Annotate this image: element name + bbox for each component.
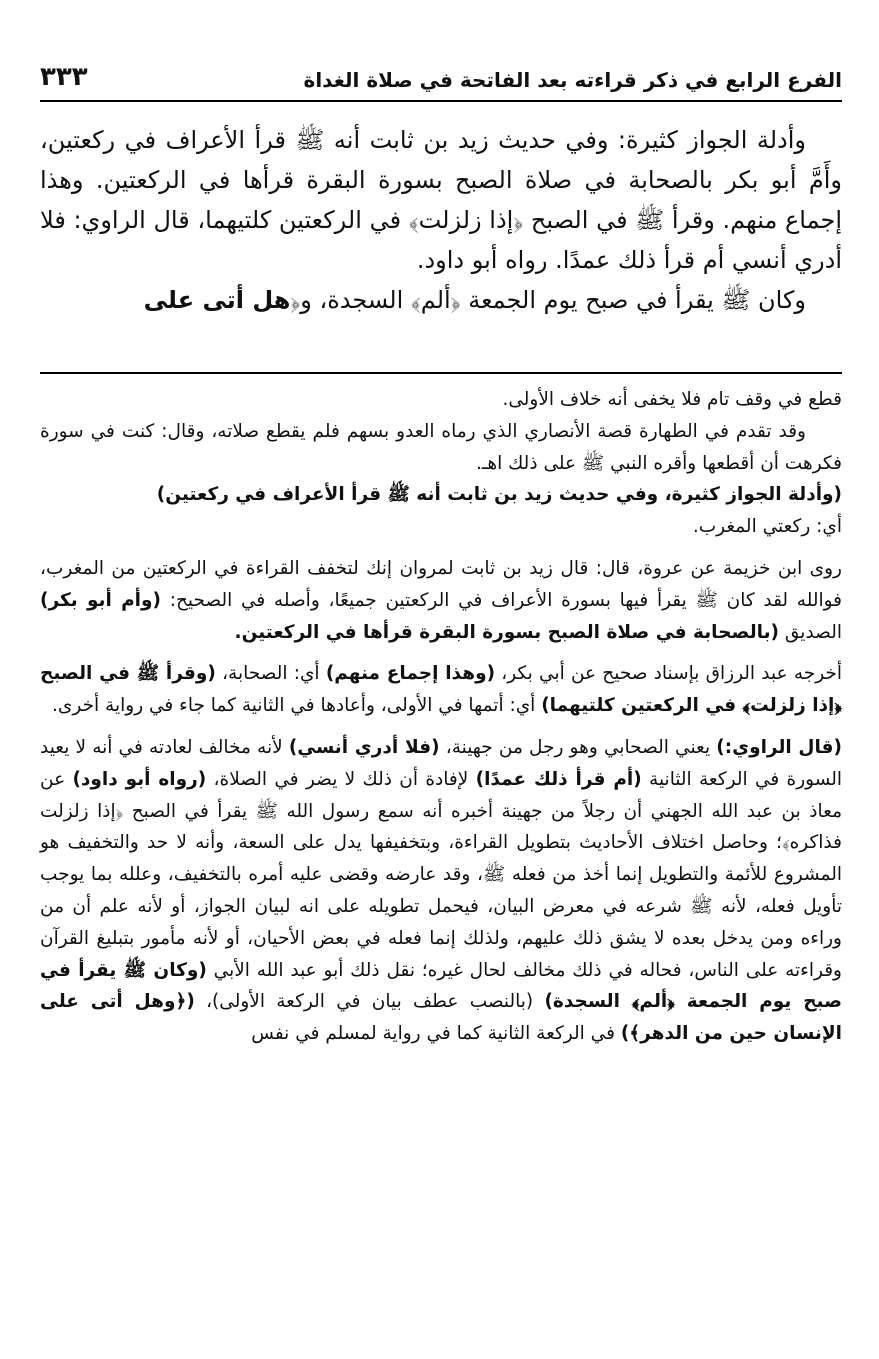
note-4-text-a: روى ابن خزيمة عن عروة، قال: قال زيد بن ثابت لمروان إنك لتخفف القراءة في الركعتين من المغرب، فوالله لقد كان ﷺ يقرأ فيها بسورة الأعراف في الركعتين جميعًا، وأصله في الصحيح: — [40, 557, 843, 611]
note-6-bold-5: (وكان ﷺ يقرأ في صبح يوم الجمعة ﴿ألم﴾ السجدة) — [40, 959, 842, 1013]
note-2: وقد تقدم في الطهارة قصة الأنصاري الذي رماه العدو بسهم فلم يقطع صلاته، وقال: كنت في سورة فكرهت أن أقطعها وأقره النبي ﷺ على ذلك اهـ. — [40, 420, 842, 474]
chapter-title: الفرع الرابع في ذكر قراءته بعد الفاتحة في صلاة الغداة — [303, 68, 842, 92]
main-paragraph-2-text: وكان ﷺ يقرأ في صبح يوم الجمعة ﴿ألم﴾ السجدة، و﴿ — [290, 286, 806, 314]
note-4-bold-2: (بالصحابة في صلاة الصبح بسورة البقرة قرأها في الركعتين. — [234, 621, 779, 643]
note-6-text-b: لأنه مخالف لعادته في أنه لا يعيد السورة في الركعة الثانية — [40, 736, 842, 790]
note-6-text-d: عن معاذ بن عبد الله الجهني أن رجلاً من جهينة أخبره أنه سمع رسول الله ﷺ يقرأ في الصبح ﴿إذا زلزلت فذاكره﴾؛ وحاصل اختلاف الأحاديث بتطويل القراءة، وبتخفيفها يدل على السعة، وأنه لا حد والتخفيف هو المشروع للأئمة والتطويل إنما أخذ من فعله ﷺ، وقد عارضه وقضى عليه أمره بالتخفيف، وعلله بما يوجب تأويل فعله، لأنه ﷺ شرعه في معرض البيان، فيحمل تطويله على انه لبيان الجواز، أو لأنه علم أن من وراءه ومن يدخل بعده لا يشق ذلك عليهم، ولذلك إنما فعله في بعض الأحيان، أو لأنه مأمور بتبليغ القرآن وقراءته على الناس، فحاله في ذلك مخالف لحال غيره؛ نقل ذلك أبو عبد الله الأبي — [40, 768, 842, 981]
note-4-text-b: الصديق — [779, 621, 842, 643]
note-6-bold-6: (﴿وهل أتى على الإنسان حين من الدهر﴾) — [40, 991, 842, 1045]
note-3-text: أي: ركعتي المغرب. — [692, 516, 842, 538]
main-paragraph-2-bold: هل أتى على — [143, 286, 291, 314]
note-6-text-c: لإفادة أن ذلك لا يضر في الصلاة، — [206, 768, 476, 790]
note-6-text-e: (بالنصب عطف بيان في الركعة الأولى)، — [194, 991, 545, 1013]
running-header — [40, 52, 842, 102]
main-paragraph-2 — [40, 280, 842, 320]
main-paragraph-1: وأدلة الجواز كثيرة: وفي حديث زيد بن ثابت أنه ﷺ قرأ الأعراف في ركعتين، وأَمَّ أبو بكر بالصحابة في صلاة الصبح بسورة البقرة قرأها في الركعتين. وهذا إجماع منهم. وقرأ ﷺ في الصبح ﴿إذا زلزلت﴾ في الركعتين كلتيهما، قال الراوي: فلا أدري أنسي أم قرأ ذلك عمدًا. رواه أبو داود. — [40, 126, 842, 274]
note-3 — [40, 479, 842, 543]
document-page — [40, 0, 842, 1359]
main-text — [40, 120, 842, 320]
note-5 — [40, 658, 842, 722]
note-5-bold-2: (وقرأ ﷺ في الصبح ﴿إذا زلزلت﴾ في الركعتين كلتيهما) — [40, 663, 842, 717]
note-4 — [40, 553, 842, 648]
footnote-separator — [40, 372, 842, 374]
note-6-bold-2: (فلا أدري أنسي) — [288, 736, 440, 758]
note-6-bold-4: (رواه أبو داود) — [72, 768, 207, 790]
note-6 — [40, 732, 842, 1050]
note-6-text-a: يعني الصحابي وهو رجل من جهينة، — [439, 736, 717, 758]
note-5-bold-1: (وهذا إجماع منهم) — [325, 663, 496, 685]
note-1: قطع في وقف تام فلا يخفى أنه خلاف الأولى. — [502, 389, 842, 410]
note-6-bold-3: (أم قرأ ذلك عمدًا) — [475, 768, 642, 790]
commentary — [40, 384, 842, 1050]
note-6-bold-1: (قال الراوي:) — [716, 736, 842, 758]
note-5-text-a: أخرجه عبد الرزاق بإسناد صحيح عن أبي بكر، — [495, 663, 842, 685]
page-number: ٣٣٣ — [40, 62, 88, 92]
note-5-text-c: أي: أتمها في الأولى، وأعادها في الثانية كما جاء في رواية أخرى. — [52, 695, 542, 717]
note-6-text-f: في الركعة الثانية كما في رواية لمسلم في نفس — [251, 1023, 621, 1045]
note-3-bold: (وأدلة الجواز كثيرة، وفي حديث زيد بن ثابت أنه ﷺ قرأ الأعراف في ركعتين) — [156, 484, 842, 506]
note-5-text-b: أي: الصحابة، — [215, 663, 326, 685]
note-4-bold-1: (وأم أبو بكر) — [40, 589, 161, 611]
